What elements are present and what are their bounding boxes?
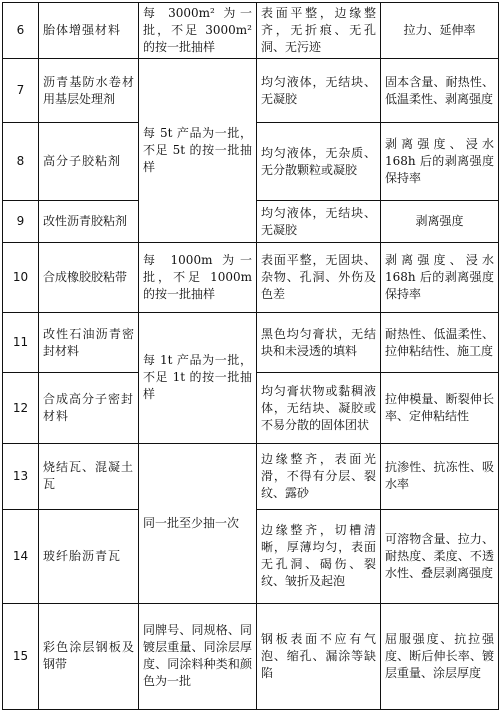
row-number: 9 — [3, 201, 39, 243]
material-name: 胎体增强材料 — [39, 3, 139, 59]
table-row — [3, 603, 499, 709]
appearance-requirement: 黑色均匀膏状，无结块和未浸透的填料 — [257, 313, 381, 373]
material-name: 改性沥青胶粘剂 — [39, 201, 139, 243]
appearance-requirement: 表面平整，边缘整齐，无折痕、无孔洞、无污迹 — [257, 3, 381, 59]
appearance-requirement: 均匀液体，无结块、无凝胶 — [257, 201, 381, 243]
sampling-rule: 每 1000m 为一批，不足 1000m 的按一批抽样 — [139, 243, 257, 313]
table-row — [3, 59, 499, 123]
material-inspection-table — [2, 2, 499, 710]
appearance-requirement: 均匀液体，无结块、无凝胶 — [257, 59, 381, 123]
material-name: 合成橡胶胶粘带 — [39, 243, 139, 313]
physical-properties: 可溶物含量、拉力、耐热度、柔度、不透水性、叠层剥离强度 — [381, 509, 499, 603]
table-row — [3, 313, 499, 373]
table-row — [3, 3, 499, 59]
row-number: 12 — [3, 373, 39, 443]
appearance-requirement: 边缘整齐，切槽清晰，厚薄均匀，表面无孔洞、碣伤、裂纹、皱折及起泡 — [257, 509, 381, 603]
material-name: 高分子胶粘剂 — [39, 123, 139, 201]
appearance-requirement: 均匀膏状物或黏稠液体，无结块、凝胶或不易分散的固体团状 — [257, 373, 381, 443]
material-name: 烧结瓦、混凝土瓦 — [39, 443, 139, 509]
table-row — [3, 243, 499, 313]
material-name: 沥青基防水卷材用基层处理剂 — [39, 59, 139, 123]
sampling-rule: 同一批至少抽一次 — [139, 443, 257, 603]
physical-properties: 拉力、延伸率 — [381, 3, 499, 59]
row-number: 14 — [3, 509, 39, 603]
sampling-rule: 每 3000m² 为一批，不足 3000m² 的按一批抽样 — [139, 3, 257, 59]
physical-properties: 屈服强度、抗拉强度、断后伸长率、镀层重量、涂层厚度 — [381, 603, 499, 709]
sampling-rule: 每 5t 产品为一批，不足 5t 的按一批抽样 — [139, 59, 257, 243]
material-name: 改性石油沥青密封材料 — [39, 313, 139, 373]
sampling-rule: 同牌号、同规格、同镀层重量、同涂层厚度、同涂料种类和颜色为一批 — [139, 603, 257, 709]
row-number: 6 — [3, 3, 39, 59]
physical-properties: 剥离强度 — [381, 201, 499, 243]
row-number: 13 — [3, 443, 39, 509]
row-number: 10 — [3, 243, 39, 313]
row-number: 15 — [3, 603, 39, 709]
physical-properties: 耐热性、低温柔性、拉伸粘结性、施工度 — [381, 313, 499, 373]
material-name: 玻纤胎沥青瓦 — [39, 509, 139, 603]
material-name: 彩色涂层钢板及钢带 — [39, 603, 139, 709]
physical-properties: 剥离强度、浸水 168h 后的剥离强度保持率 — [381, 123, 499, 201]
sampling-rule: 每 1t 产品为一批，不足 1t 的按一批抽样 — [139, 313, 257, 443]
material-name: 合成高分子密封材料 — [39, 373, 139, 443]
row-number: 8 — [3, 123, 39, 201]
physical-properties: 剥离强度、浸水 168h 后的剥离强度保持率 — [381, 243, 499, 313]
physical-properties: 抗渗性、抗冻性、吸水率 — [381, 443, 499, 509]
table-row — [3, 443, 499, 509]
row-number: 11 — [3, 313, 39, 373]
appearance-requirement: 表面平整，无固块、杂物、孔洞、外伤及色差 — [257, 243, 381, 313]
appearance-requirement: 钢板表面不应有气泡、缩孔、漏涂等缺陷 — [257, 603, 381, 709]
row-number: 7 — [3, 59, 39, 123]
physical-properties: 固本含量、耐热性、低温柔性、剥离强度 — [381, 59, 499, 123]
appearance-requirement: 边缘整齐，表面光滑，不得有分层、裂纹、露砂 — [257, 443, 381, 509]
appearance-requirement: 均匀液体，无杂质、无分散颗粒或凝胶 — [257, 123, 381, 201]
physical-properties: 拉伸模量、断裂伸长率、定伸粘结性 — [381, 373, 499, 443]
